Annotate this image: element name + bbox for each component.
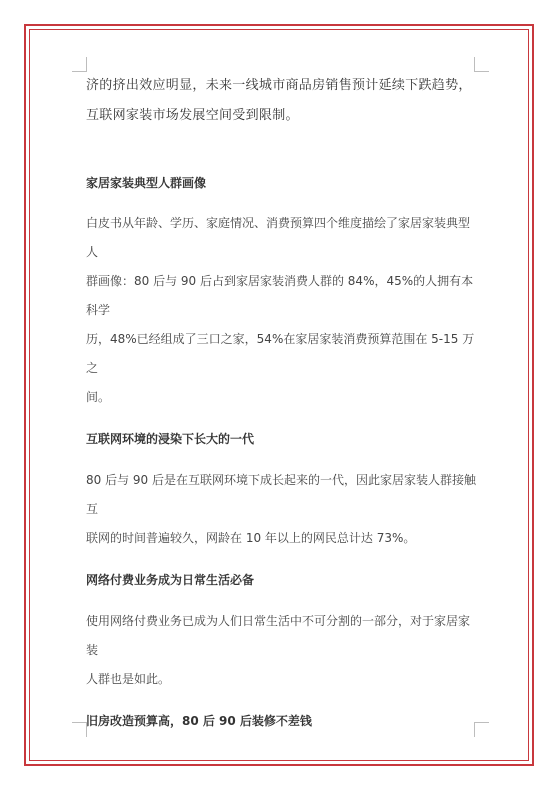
intro-line: 济的挤出效应明显，未来一线城市商品房销售预计延续下跌趋势，	[86, 78, 472, 93]
paragraph-line: 使用网络付费业务已成为人们日常生活中不可分割的一部分，对于家居家装	[86, 614, 471, 657]
crop-mark-top-left	[72, 57, 87, 72]
paragraph-line: 历，48%已经组成了三口之家，54%在家居家装消费预算范围在 5-15 万之	[86, 332, 475, 375]
section-heading: 网络付费业务成为日常生活必备	[86, 573, 255, 587]
section-paragraph	[86, 466, 476, 553]
intro-paragraph	[86, 71, 476, 131]
section-paragraph	[86, 607, 476, 694]
section-heading: 互联网环境的浸染下长大的一代	[86, 432, 255, 446]
paragraph-line: 间。	[86, 390, 111, 404]
section-heading: 家居家装典型人群画像	[86, 176, 207, 190]
crop-mark-bottom-right	[474, 722, 489, 737]
section-paragraph	[86, 209, 476, 412]
document-body	[86, 71, 476, 730]
paragraph-line: 白皮书从年龄、学历、家庭情况、消费预算四个维度描绘了家居家装典型人	[86, 216, 471, 259]
intro-line: 互联网家装市场发展空间受到限制。	[86, 108, 299, 123]
paragraph-line: 人群也是如此。	[86, 672, 171, 686]
paragraph-line: 联网的时间普遍较久，网龄在 10 年以上的网民总计达 73%。	[86, 531, 416, 545]
section-heading: 旧房改造预算高，80 后 90 后装修不差钱	[86, 714, 312, 728]
crop-mark-top-right	[474, 57, 489, 72]
paragraph-line: 80 后与 90 后是在互联网环境下成长起来的一代，因此家居家装人群接触互	[86, 473, 476, 516]
crop-mark-bottom-left	[72, 722, 87, 737]
paragraph-line: 群画像：80 后与 90 后占到家居家装消费人群的 84%，45%的人拥有本科学	[86, 274, 474, 317]
